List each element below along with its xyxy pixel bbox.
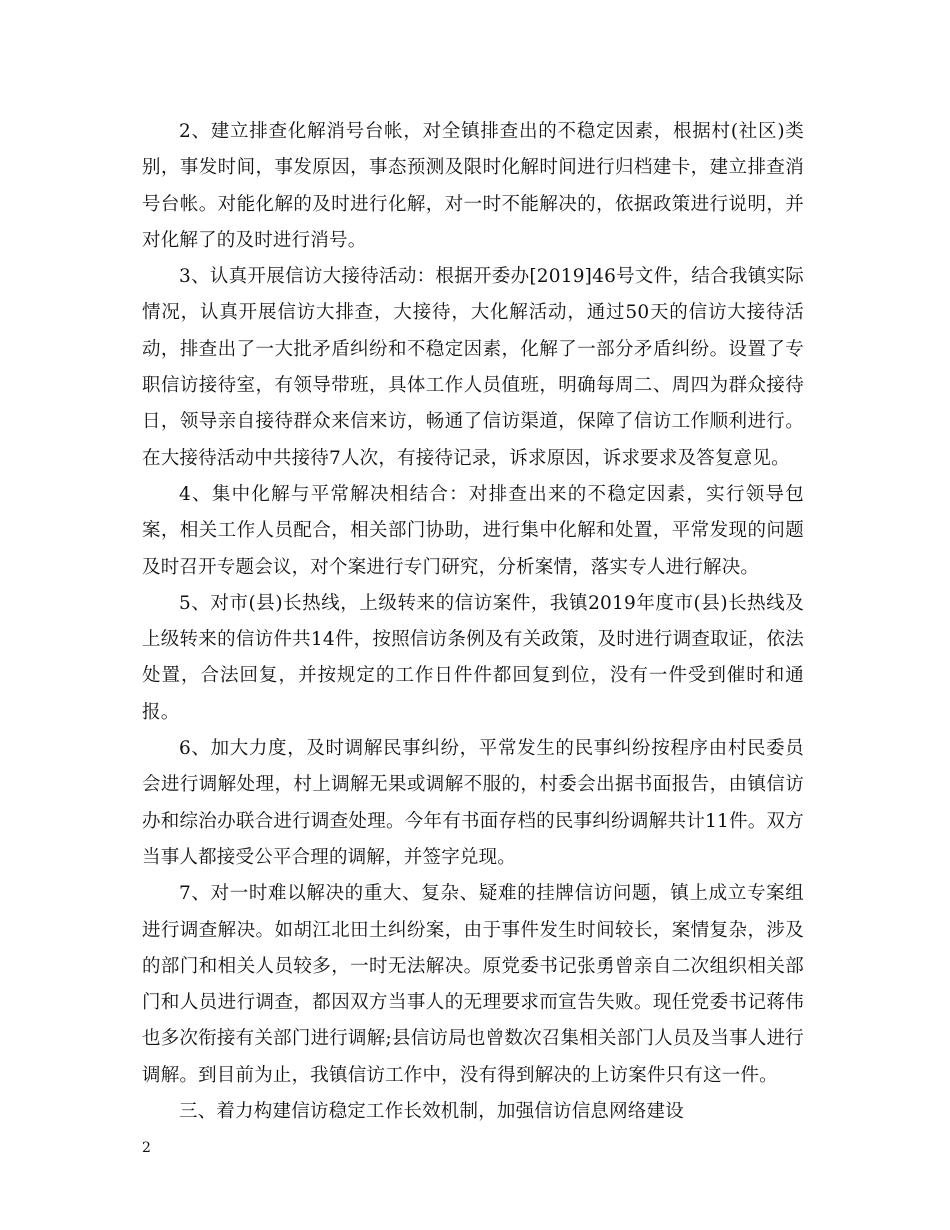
paragraph-item-4: 4、集中化解与平常解决相结合：对排查出来的不稳定因素，实行领导包案，相关工作人员配合，相关部门协助，进行集中化解和处置，平常发现的问题及时召开专题会议，对个案进行专门研究，分析案情，落实专人进行解决。 — [142, 483, 804, 578]
paragraph-item-5: 5、对市(县)长热线，上级转来的信访案件，我镇2019年度市(县)长热线及上级转来的信访件共14件，按照信访条例及有关政策，及时进行调查取证，依法处置，合法回复，并按规定的工作日件件都回复到位，没有一件受到催时和通报。 — [142, 592, 804, 723]
section-heading-three: 三、着力构建信访稳定工作长效机制，加强信访信息网络建设 — [179, 1101, 684, 1123]
paragraph-item-2: 2、建立排查化解消号台帐，对全镇排查出的不稳定因素，根据村(社区)类别，事发时间，事发原因，事态预测及限时化解时间进行归档建卡，建立排查消号台帐。对能化解的及时进行化解，对一时不能解决的，依据政策进行说明，并对化解了的及时进行消号。 — [142, 121, 804, 251]
page-number: 2 — [142, 1140, 151, 1156]
paragraph-item-3: 3、认真开展信访大接待活动：根据开委办[2019]46号文件，结合我镇实际情况，认真开展信访大排查，大接待，大化解活动，通过50天的信访大接待活动，排查出了一大批矛盾纠纷和不稳定因素，化解了一部分矛盾纠纷。设置了专职信访接待室，有领导带班，具体工作人员值班，明确每周二、周四为群众接待日，领导亲自接待群众来信来访，畅通了信访渠道，保障了信访工作顺利进行。在大接待活动中共接待7人次，有接待记录，诉求原因，诉求要求及答复意见。 — [142, 266, 804, 469]
paragraph-item-7: 7、对一时难以解决的重大、复杂、疑难的挂牌信访问题，镇上成立专案组进行调查解决。如胡江北田土纠纷案，由于事件发生时间较长，案情复杂，涉及的部门和相关人员较多，一时无法解决。原党委书记张勇曾亲自二次组织相关部门和人员进行调查，都因双方当事人的无理要求而宣告失败。现任党委书记蒋伟也多次衔接有关部门进行调解;县信访局也曾数次召集相关部门人员及当事人进行调解。到目前为止，我镇信访工作中，没有得到解决的上访案件只有这一件。 — [142, 883, 804, 1086]
document-body — [142, 114, 804, 1130]
paragraph-item-6: 6、加大力度，及时调解民事纠纷，平常发生的民事纠纷按程序由村民委员会进行调解处理，村上调解无果或调解不服的，村委会出据书面报告，由镇信访办和综治办联合进行调查处理。今年有书面存档的民事纠纷调解共计11件。双方当事人都接受公平合理的调解，并签字兑现。 — [142, 738, 804, 868]
